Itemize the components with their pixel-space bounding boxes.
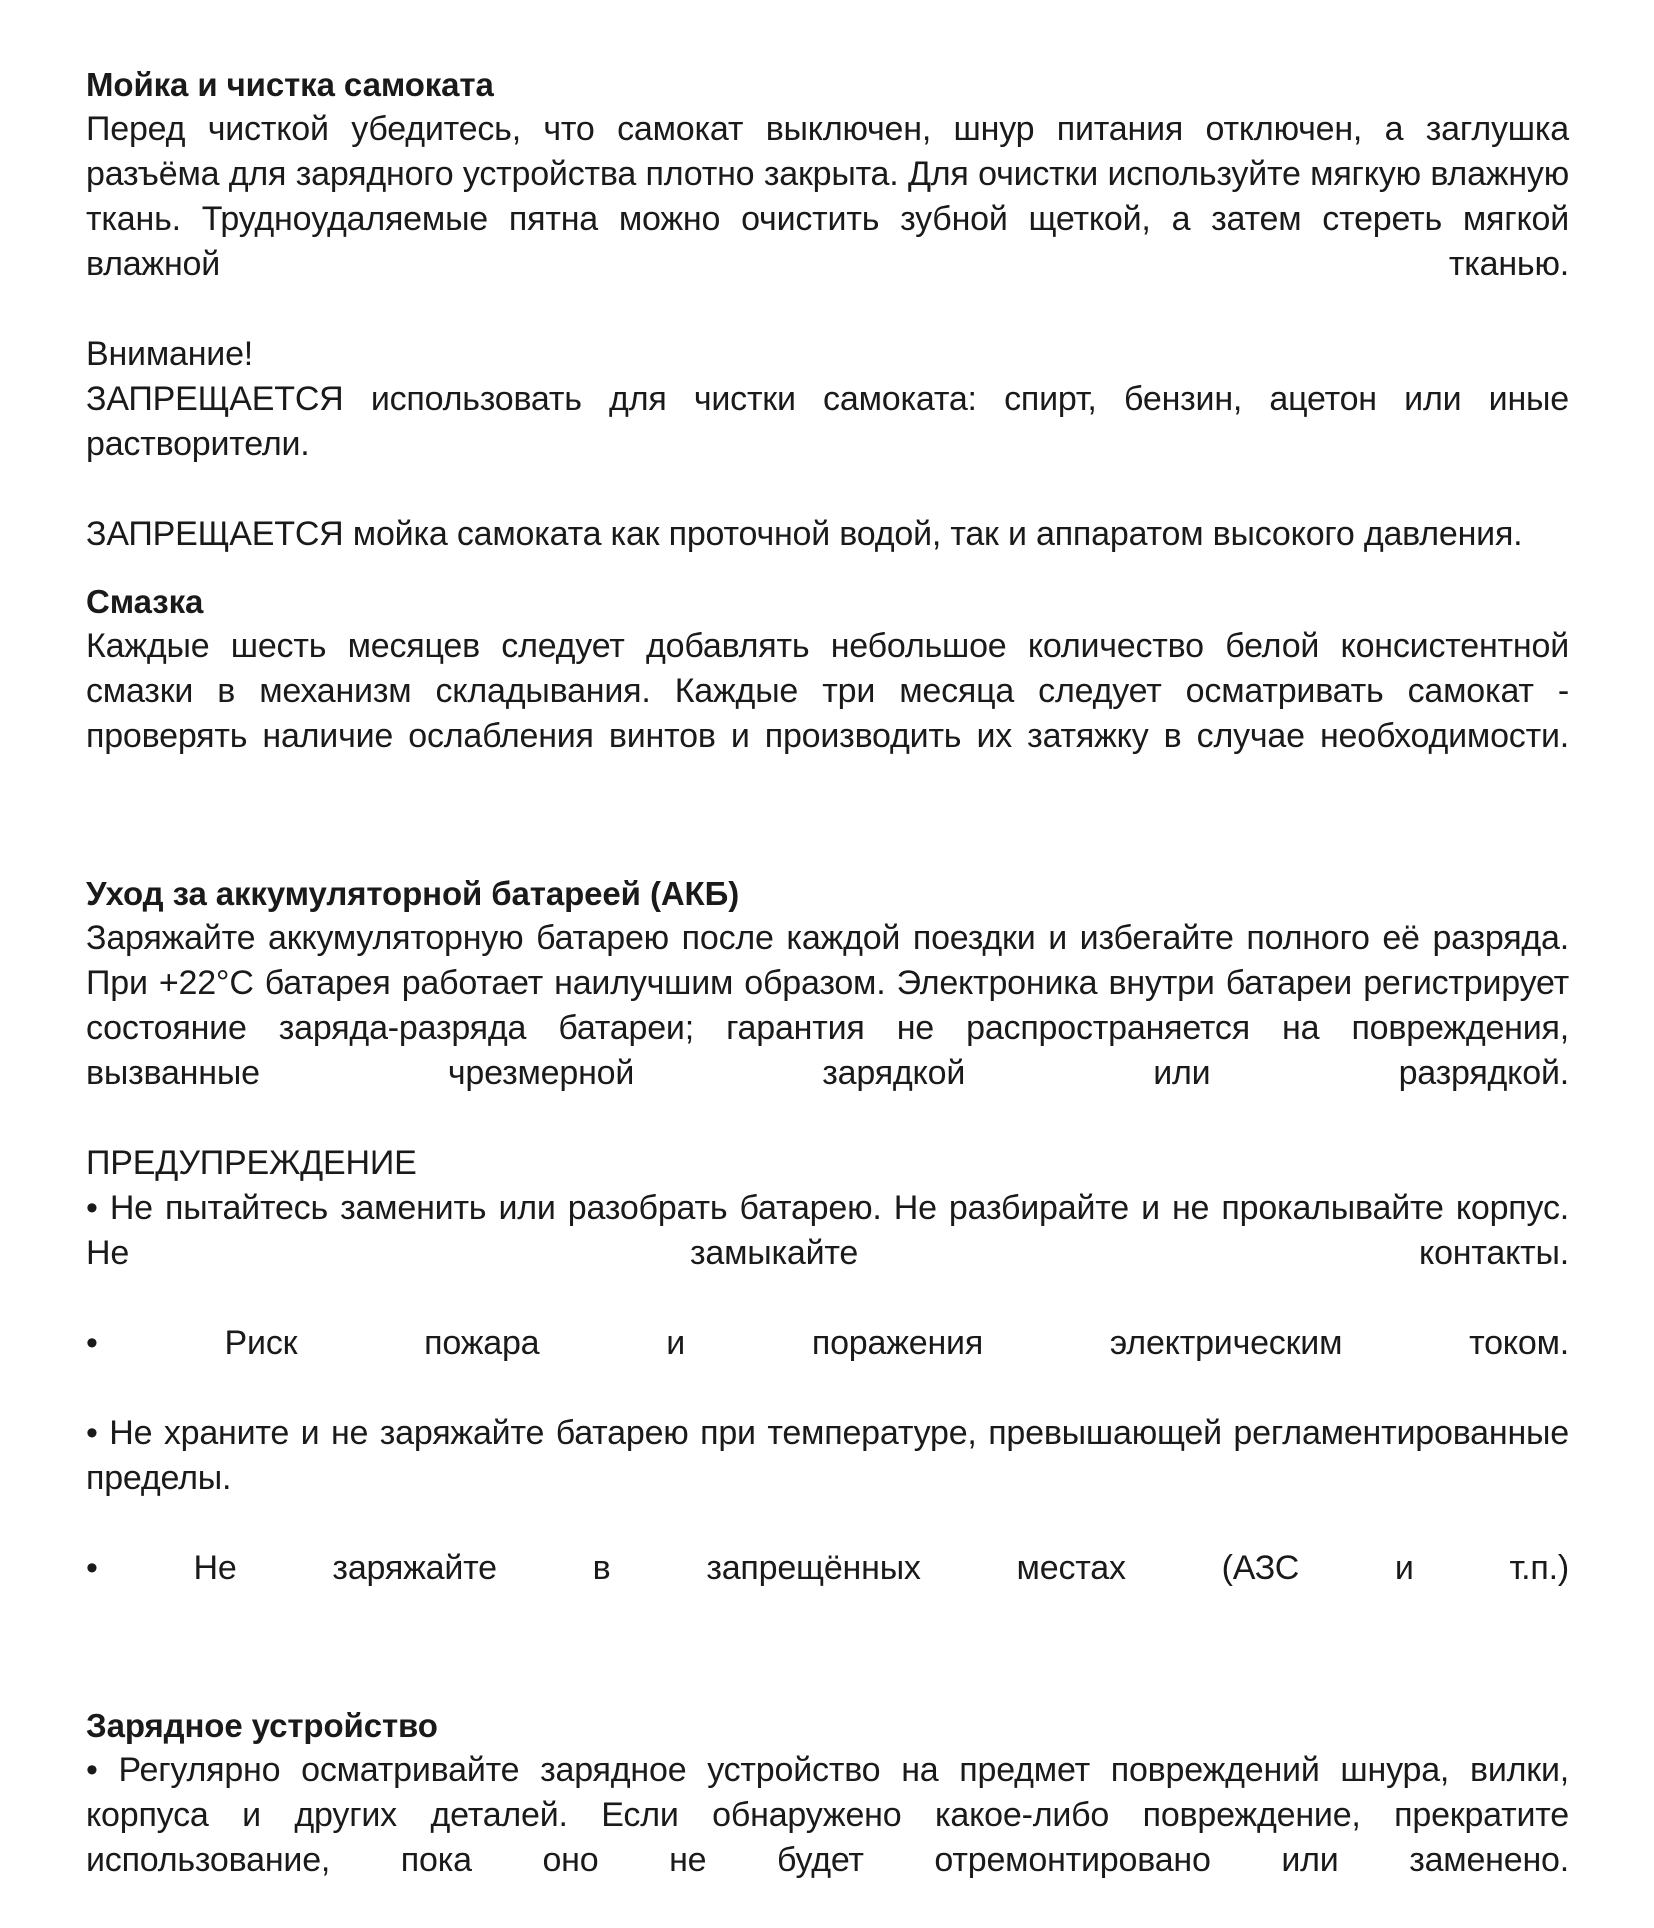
bullet-charger-1: • Регулярно осматривайте зарядное устройство на предмет повреждений шнура, вилки, корпуса и других деталей. Если обнаружено какое-либо повреждение, прекратите использование, пока оно не будет отремонтировано или заменено. [86, 1751, 1569, 1879]
spacer-blank-line-1 [86, 804, 1569, 849]
paragraph-washing-prohibited-water: ЗАПРЕЩАЕТСЯ мойка самоката как проточной водой, так и аппаратом высокого давления. [86, 515, 1523, 553]
spacer-blank-line-2 [86, 1636, 1569, 1681]
bullet-battery-3: • Не храните и не заряжайте батарею при температуре, превышающей регламентированные пределы. [86, 1414, 1569, 1497]
bullet-battery-1: • Не пытайтесь заменить или разобрать батарею. Не разбирайте и не прокалывайте корпус. Не замыкайте контакты. [86, 1189, 1569, 1272]
section-heading-washing: Мойка и чистка самоката [86, 66, 494, 103]
spacer-before-charger [86, 1681, 1569, 1703]
paragraph-washing-attention: Внимание! [86, 335, 254, 373]
section-heading-battery-care: Уход за аккумуляторной батареей (АКБ) [86, 875, 740, 912]
paragraph-battery-care: Заряжайте аккумуляторную батарею после каждой поездки и избегайте полного её разряда. При +22°C батарея работает наилучшим образом. Электроника внутри батареи регистрирует состояние заряда-разряда батареи; гарантия не распространяется на повреждения, вызванные чрезмерной зарядкой или разрядкой. [86, 919, 1569, 1092]
paragraph-washing-prohibited-solvents: ЗАПРЕЩАЕТСЯ использовать для чистки самоката: спирт, бензин, ацетон или иные растворители. [86, 380, 1569, 463]
bullet-battery-2: • Риск пожара и поражения электрическим током. [86, 1324, 1569, 1362]
paragraph-washing-intro: Перед чисткой убедитесь, что самокат выключен, шнур питания отключен, а заглушка разъёма для зарядного устройства плотно закрыта. Для очистки используйте мягкую влажную ткань. Труднoудаляемые пятна можно очистить зубной щеткой, а затем стереть мягкой влажной тканью. [86, 110, 1569, 283]
document-body [86, 62, 1569, 1928]
spacer-before-lubrication [86, 557, 1569, 579]
paragraph-lubrication: Каждые шесть месяцев следует добавлять небольшое количество белой консистентной смазки в механизм складывания. Каждые три месяца следует осматривать самокат - проверять наличие ослабления винтов и производить их затяжку в случае необходимости. [86, 627, 1569, 755]
paragraph-battery-warning-label: ПРЕДУПРЕЖДЕНИЕ [86, 1144, 417, 1182]
bullet-battery-4: • Не заряжайте в запрещённых местах (АЗС и т.п.) [86, 1549, 1569, 1587]
section-heading-charger: Зарядное устройство [86, 1707, 438, 1744]
spacer-before-battery [86, 849, 1569, 871]
section-heading-lubrication: Смазка [86, 583, 204, 620]
